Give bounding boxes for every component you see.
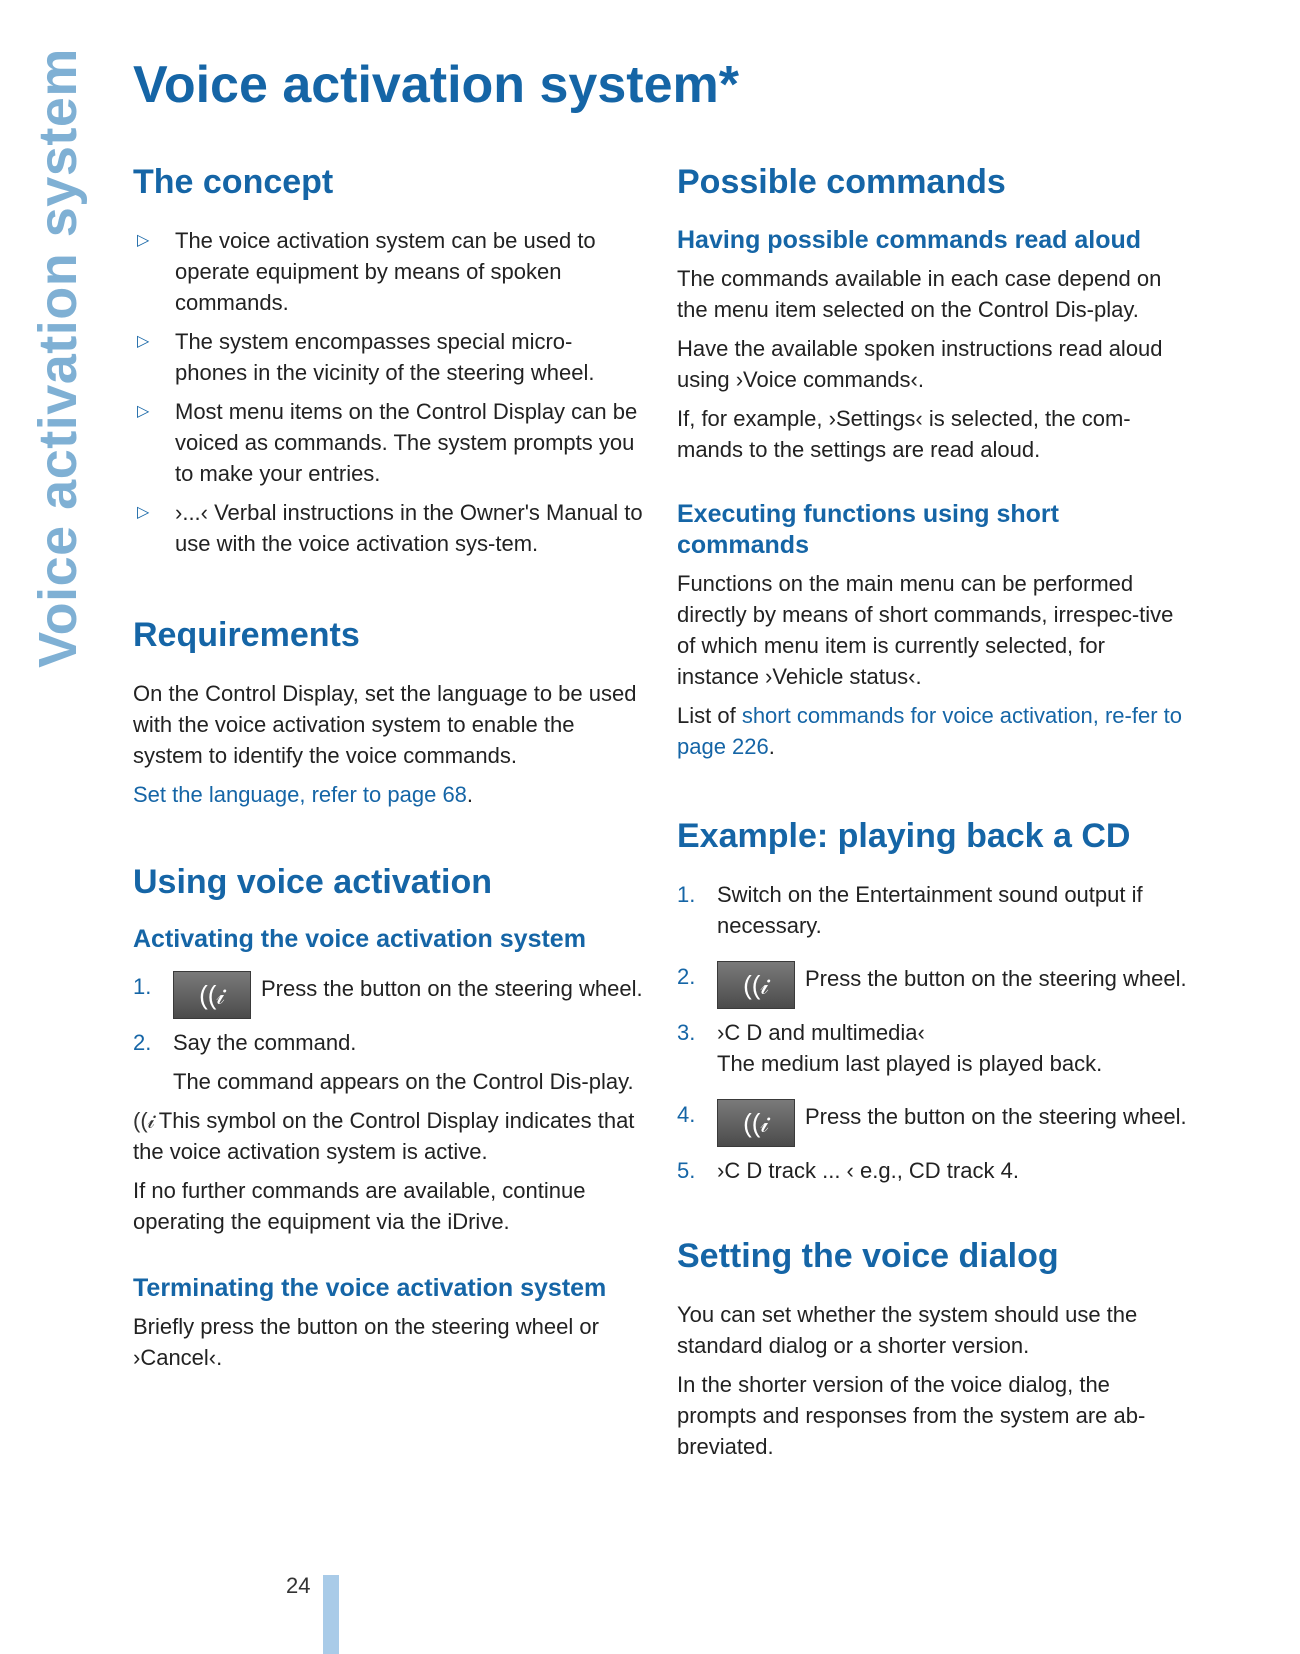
step-number: 1. bbox=[677, 882, 696, 908]
p2-suffix: . bbox=[768, 734, 775, 760]
side-tab bbox=[28, 48, 89, 668]
short-commands-p2 bbox=[677, 700, 1192, 762]
list-item bbox=[133, 225, 643, 318]
page-number: 24 bbox=[286, 1573, 311, 1598]
step-text: Switch on the Entertainment sound output if necessary. bbox=[717, 882, 1143, 939]
example-heading: Example: playing back a CD bbox=[677, 817, 1131, 856]
possible-commands-section bbox=[677, 162, 1192, 762]
p2-prefix: List of bbox=[677, 703, 742, 729]
step-number: 2. bbox=[133, 1029, 152, 1055]
right-column bbox=[677, 162, 1192, 1470]
step-text: Press the button on the steering wheel. bbox=[805, 1104, 1187, 1130]
example-section bbox=[677, 816, 1192, 1186]
read-aloud-heading: Having possible commands read aloud bbox=[677, 225, 1142, 254]
list-item bbox=[133, 971, 643, 1019]
step-number: 1. bbox=[133, 973, 152, 999]
requirements-heading: Requirements bbox=[133, 615, 360, 654]
dialog-p1: You can set whether the system should use the standard dialog or a shorter version. bbox=[677, 1301, 1138, 1358]
requirements-section bbox=[133, 615, 643, 810]
step-note: The medium last played is played back. bbox=[717, 1051, 1103, 1077]
read-aloud-p2: Have the available spoken instructions read aloud using ›Voice commands‹. bbox=[677, 336, 1163, 393]
page-marker-bar bbox=[323, 1575, 339, 1654]
read-aloud-p3: If, for example, ›Settings‹ is selected, the com-mands to the settings are read aloud. bbox=[677, 406, 1131, 463]
list-item bbox=[677, 1017, 1192, 1079]
dialog-p2: In the shorter version of the voice dialog, the prompts and responses from the system are ab-breviated. bbox=[677, 1371, 1146, 1459]
step-number: 2. bbox=[677, 964, 696, 990]
list-item bbox=[677, 1155, 1192, 1186]
list-item-text: The system encompasses special micro-phones in the vicinity of the steering wheel. bbox=[175, 328, 595, 385]
list-item bbox=[133, 326, 643, 388]
step-text: ›C D and multimedia‹ bbox=[717, 1020, 925, 1046]
language-page-link[interactable]: Set the language, refer to page 68 bbox=[133, 781, 467, 807]
list-item bbox=[133, 1027, 643, 1058]
step-number: 3. bbox=[677, 1020, 696, 1046]
list-item bbox=[677, 1099, 1192, 1147]
dialog-heading: Setting the voice dialog bbox=[677, 1237, 1059, 1276]
step-text: ›C D track ... ‹ e.g., CD track 4. bbox=[717, 1158, 1019, 1184]
short-commands-p1: Functions on the main menu can be performed directly by means of short commands, irrespec-tive of which menu item is currently selected, for instance ›Vehicle status‹. bbox=[677, 571, 1174, 690]
triangle-right-icon: ▷ bbox=[137, 503, 150, 521]
terminating-heading: Terminating the voice activation system bbox=[133, 1273, 607, 1302]
symbol-text: This symbol on the Control Display indicates that the voice activation system is active. bbox=[133, 1107, 635, 1164]
list-item bbox=[677, 879, 1192, 941]
short-commands-link[interactable]: short commands for voice activation, re-fer to page 226 bbox=[677, 703, 1182, 760]
triangle-right-icon: ▷ bbox=[137, 231, 150, 249]
example-steps bbox=[677, 879, 1192, 1186]
requirements-link-line bbox=[133, 779, 643, 810]
requirements-text: On the Control Display, set the language to be used with the voice activation system to enable the system to identify the voice commands. bbox=[133, 680, 637, 768]
triangle-right-icon: ▷ bbox=[137, 332, 150, 350]
voice-talk-icon: ((𝒾 bbox=[717, 961, 795, 1009]
activating-heading: Activating the voice activation system bbox=[133, 925, 586, 954]
step-number: 5. bbox=[677, 1158, 696, 1184]
further-text: If no further commands are available, continue operating the equipment via the iDrive. bbox=[133, 1177, 586, 1234]
step-number: 4. bbox=[677, 1102, 696, 1128]
page-title: Voice activation system* bbox=[133, 56, 739, 114]
step-note: The command appears on the Control Dis-play. bbox=[173, 1068, 634, 1094]
short-commands-heading: Executing functions using short commands bbox=[677, 500, 1059, 559]
voice-talk-icon: ((𝒾 bbox=[173, 971, 251, 1019]
concept-section bbox=[133, 162, 643, 559]
step-text: Say the command. bbox=[173, 1029, 357, 1055]
list-item bbox=[133, 396, 643, 489]
voice-symbol-icon: ((𝒾 bbox=[133, 1107, 155, 1133]
symbol-paragraph bbox=[133, 1105, 643, 1167]
list-item bbox=[677, 961, 1192, 1009]
dialog-section bbox=[677, 1236, 1192, 1462]
activating-steps bbox=[133, 971, 643, 1058]
list-item-text: The voice activation system can be used to operate equipment by means of spoken commands. bbox=[175, 227, 596, 315]
link-suffix: . bbox=[466, 781, 474, 807]
list-item-text: ›...‹ Verbal instructions in the Owner's Manual to use with the voice activation sys-tem. bbox=[175, 499, 643, 556]
using-section bbox=[133, 862, 643, 1374]
triangle-right-icon: ▷ bbox=[137, 402, 150, 420]
possible-heading: Possible commands bbox=[677, 163, 1006, 201]
concept-list bbox=[133, 225, 643, 559]
list-item-text: Most menu items on the Control Display can be voiced as commands. The system prompts you to make your entries. bbox=[175, 398, 638, 486]
list-item bbox=[133, 497, 643, 559]
left-column bbox=[133, 162, 643, 1381]
terminating-text: Briefly press the button on the steering wheel or ›Cancel‹. bbox=[133, 1314, 599, 1371]
voice-talk-icon: ((𝒾 bbox=[717, 1099, 795, 1147]
read-aloud-p1: The commands available in each case depend on the menu item selected on the Control Dis-play. bbox=[677, 266, 1162, 323]
step-text: Press the button on the steering wheel. bbox=[805, 966, 1187, 992]
step-text: Press the button on the steering wheel. bbox=[261, 975, 643, 1001]
concept-heading: The concept bbox=[133, 163, 334, 201]
using-heading: Using voice activation bbox=[133, 862, 492, 901]
side-tab-label: Voice activation system bbox=[28, 48, 89, 668]
